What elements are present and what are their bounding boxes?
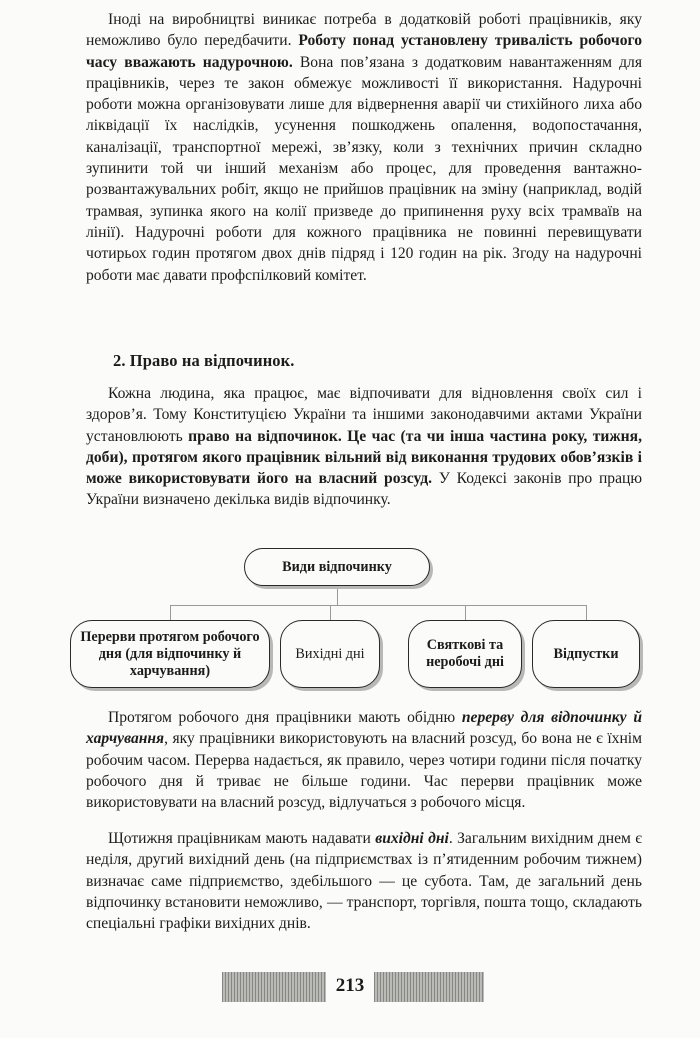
text-run: Кожна людина, яка працює, має відпочивати для відновлення своїх сил і здоров’я. Тому Конституцією України та іншими законодавчими актами України установлюють	[86, 385, 642, 445]
footer-decor-band	[222, 972, 326, 1002]
connector-line	[465, 605, 466, 620]
diagram-box-days-off: Вихідні дні	[280, 620, 380, 688]
diagram-box-vacations: Відпустки	[532, 620, 640, 688]
connector-line	[170, 605, 171, 620]
connector-line	[170, 605, 586, 606]
section-heading: 2. Право на відпочинок.	[113, 351, 295, 370]
diagram-box-holidays: Святкові та неробочі дні	[408, 620, 522, 688]
bold-definition-overtime: Роботу понад установлену тривалість робочого часу вважають надурочною.	[86, 32, 642, 71]
text-run: , яку працівники використовують на власний розсуд, бо вона не є їхнім робочим часом. Перерва надається, як правило, через чотири години після початку робочого дня й триває не більше години. Час перерви працівник може використовувати на власний розсуд, відлучаться з робочого місця.	[86, 730, 642, 812]
text-run: Іноді на виробництві виникає потреба в додатковій роботі працівників, яку неможливо було передбачити.	[86, 11, 642, 50]
connector-line	[337, 589, 338, 605]
text-run: Щотижня працівникам мають надавати	[108, 830, 376, 847]
diagram-box-breaks: Перерви протягом робочого дня (для відпочинку й харчування)	[70, 620, 270, 688]
text-run: У Кодексі законів про працю України визначено декілька видів відпочинку.	[86, 470, 642, 509]
text-run: . Загальним вихідним днем є неділя, другий вихідний день (на підприємствах із п’ятиденним робочим тижнем) визначає саме підприємство, здебільшого — це субота. Там, де загальний день відпочинку встановити неможливо, — транспорт, торгівля, пошта тощо, складають спеціальні графіки вихідних днів.	[86, 830, 642, 933]
connector-line	[586, 605, 587, 620]
text-run: Вона пов’язана з додатковим навантаженням для працівників, через те закон обмежує можливості її використання. Надурочні роботи можна організовувати лише для відвернення аварії чи стихійного лиха або ліквідації їх наслідків, усунення пошкоджень опалення, водопостачання, каналізації, транспортної мережі, зв’язку, коли з технічних причин складно зупинити той чи інший механізм або процес, для проведення вантажно-розвантажувальних робіт, якщо не прийшов працівник на зміну (наприклад, водій трамвая, зупинка якого на колії призведе до припинення руху всіх трамваїв на лінії). Надурочні роботи для кожного працівника не повинні перевищувати чотирьох годин протягом двох днів підряд і 120 годин на рік. Згоду на надурочні роботи має давати профспілковий комітет.	[86, 53, 642, 284]
bold-italic-term-break: перерву для відпочинку й харчування	[86, 709, 642, 748]
paragraph-right-to-rest	[86, 383, 642, 511]
paragraph-overtime	[86, 9, 642, 286]
diagram-root-box: Види відпочинку	[244, 548, 430, 586]
page-number: 213	[335, 975, 365, 996]
bold-definition-rest: право на відпочинок. Це час (та чи інша частина року, тижня, доби), протягом якого працівник вільний від виконання трудових обов’язків і може використовувати його на власний розсуд.	[86, 427, 642, 488]
connector-line	[330, 605, 331, 620]
footer-decor-band	[374, 972, 484, 1002]
text-run: Протягом робочого дня працівники мають обідню	[108, 709, 462, 726]
paragraph-lunch-break	[86, 707, 642, 813]
bold-italic-term-days-off: вихідні дні	[375, 830, 449, 847]
paragraph-weekly-rest	[86, 828, 642, 934]
